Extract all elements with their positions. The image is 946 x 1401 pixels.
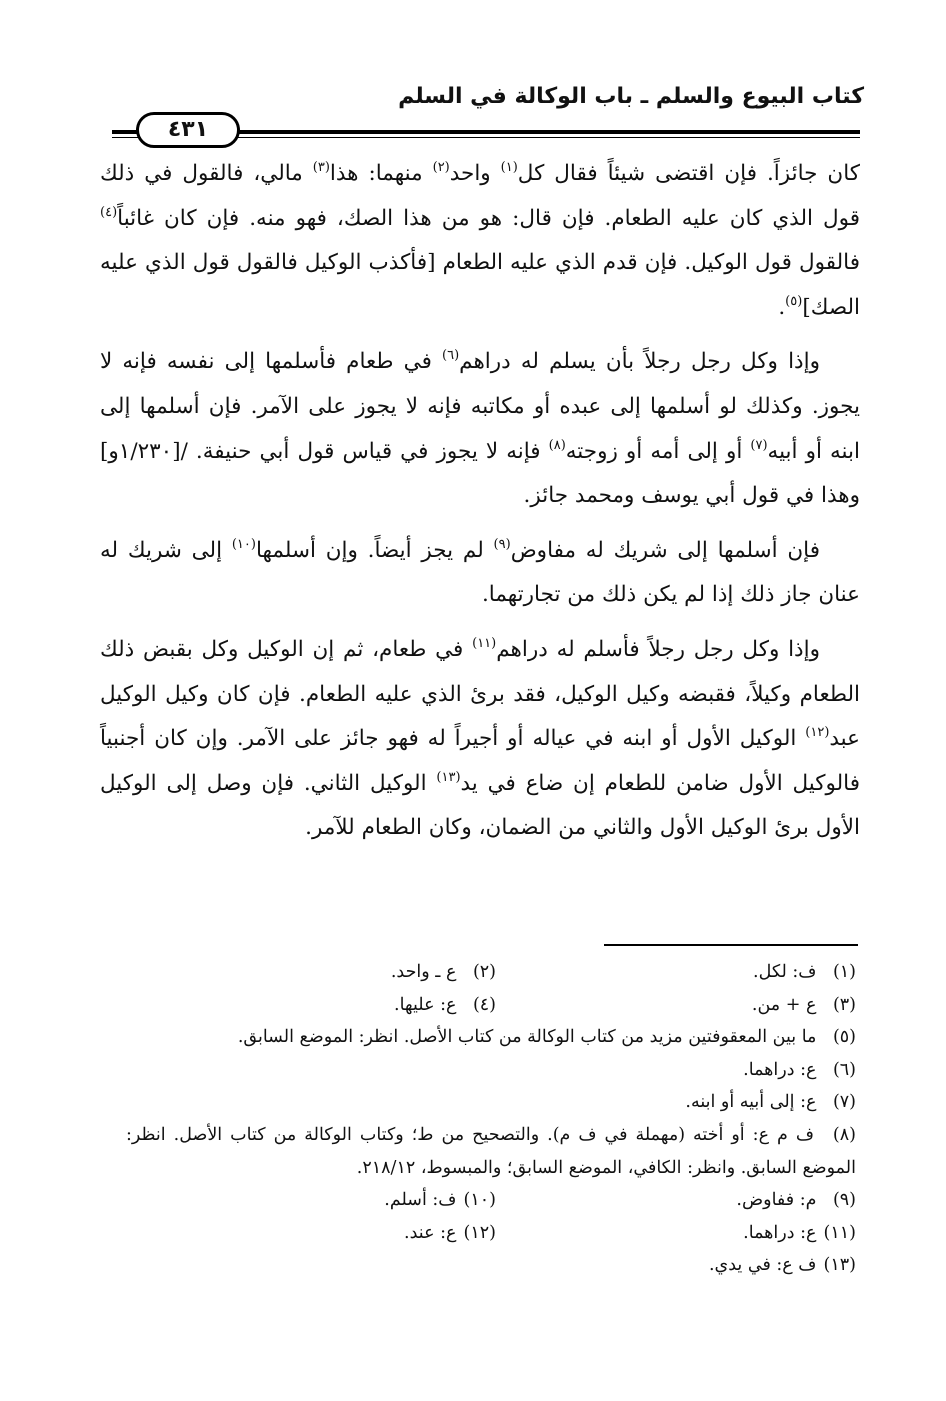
footnote-row <box>126 989 856 1022</box>
page-number-frame <box>136 112 240 148</box>
footnote-text: ع: عليها. <box>394 994 457 1015</box>
footnote-number: (١٢) <box>463 1222 496 1243</box>
footnote-ref[interactable]: (٤) <box>100 204 118 220</box>
footnote-ref[interactable]: (١٢) <box>805 725 830 741</box>
footnote-text: ع ـ واحد. <box>390 962 457 982</box>
footnote-number: (٥) <box>832 1027 856 1048</box>
footnote-text: ع + من. <box>751 994 817 1015</box>
footnote-ref[interactable]: (١١) <box>472 635 497 651</box>
footnote-ref[interactable]: (٩) <box>493 536 511 552</box>
text-run: واحد <box>449 161 501 186</box>
footnote-ref[interactable]: (١٠) <box>231 536 256 552</box>
footnote-2 <box>136 956 496 989</box>
footnote-10 <box>136 1184 496 1217</box>
footnote-separator <box>604 944 858 946</box>
running-title: كتاب البيوع والسلم ـ باب الوكالة في السلم <box>398 84 864 109</box>
footnote-8 <box>126 1119 856 1184</box>
footnote-number: (١٠) <box>463 1190 496 1211</box>
footnote-ref[interactable]: (٢) <box>432 160 450 175</box>
text-run: . <box>778 294 786 320</box>
footnote-4 <box>136 989 496 1022</box>
footnote-7 <box>126 1086 856 1119</box>
footnote-text: ما بين المعقوفتين مزيد من كتاب الوكالة من كتاب الأصل. انظر: الموضع السابق. <box>237 1027 817 1048</box>
paragraph-3 <box>100 529 860 618</box>
text-run: كان جائزاً. فإن اقتضى شيئاً فقال كل <box>517 161 860 186</box>
text-run: وإذا وكل رجل رجلاً بأن يسلم له دراهم <box>459 349 820 375</box>
paragraph-1 <box>100 152 860 330</box>
footnote-row <box>126 956 856 989</box>
text-run: فالقول قول الوكيل. فإن قدم الذي عليه الطعام [فأكذب الوكيل فالقول قول الذي عليه الصك] <box>100 250 860 320</box>
text-run: أو إلى أمه أو زوجته <box>565 438 751 464</box>
text-run: مالي، فالقول في ذلك قول الذي كان عليه الطعام. فإن قال: هو من هذا الصك، فهو منه. فإن كان غائباً <box>100 161 860 231</box>
footnote-3 <box>496 989 856 1022</box>
footnote-1 <box>496 956 856 989</box>
text-run: فإن أسلمها إلى شريك له مفاوض <box>510 537 820 563</box>
footnote-row <box>126 1184 856 1217</box>
footnote-number: (٩) <box>832 1190 856 1211</box>
footnote-text: م: ففاوض. <box>736 1190 817 1211</box>
footnote-ref[interactable]: (٦) <box>442 348 460 364</box>
text-run: في طعام، ثم إن الوكيل وكل بقبض ذلك الطعام وكيلاً، فقبضه وكيل الوكيل، فقد برئ الذي عليه الطعام. فإن كان وكيل الوكيل عبد <box>100 636 860 752</box>
footnote-text: ع: دراهما. <box>743 1222 817 1243</box>
text-run: الوكيل الأول أو ابنه في عياله أو أجيراً له فهو جائز على الآمر. وإن كان أجنبياً فالوكيل الأول ضامن للطعام إن ضاع في يد <box>100 726 860 796</box>
footnotes <box>126 956 856 1282</box>
text-run: وإذا وكل رجل رجلاً فأسلم له دراهم <box>496 636 820 662</box>
paragraph-2 <box>100 340 860 518</box>
footnote-6 <box>126 1054 856 1087</box>
footnote-number: (١١) <box>823 1222 856 1243</box>
footnote-ref[interactable]: (١) <box>500 160 518 175</box>
page-number: ٤٣١ <box>167 117 209 142</box>
paragraph-4 <box>100 628 860 851</box>
footnote-5 <box>126 1021 856 1054</box>
text-run: منهما: هذا <box>329 161 433 186</box>
footnote-number: (٧) <box>832 1092 856 1113</box>
footnote-13 <box>126 1249 856 1282</box>
footnote-text: ف م ع: أو أخته (مهملة في ف م). والتصحيح من ط؛ وكتاب الوكالة من كتاب الأصل. انظر: الموضع السابق. وانظر: الكافي، الموضع السابق؛ والمبسوط، ٢١٨/١٢. <box>126 1124 856 1178</box>
footnote-text: ف: لكل. <box>753 962 817 982</box>
text-run: لم يجز أيضاً. وإن أسلمها <box>255 537 494 563</box>
footnote-ref[interactable]: (٨) <box>548 437 566 453</box>
footnote-text: ع: دراهما. <box>743 1059 817 1080</box>
footnote-number: (٢) <box>472 962 496 982</box>
text-run: في طعام فأسلمها إلى نفسه فإنه لا يجوز. وكذلك لو أسلمها إلى عبده أو مكاتبه فإنه لا يجوز على الآمر. فإن أسلمها إلى ابنه أو أبيه <box>100 349 860 464</box>
footnote-number: (١) <box>832 962 856 982</box>
footnote-number: (٦) <box>832 1059 856 1080</box>
footnote-ref[interactable]: (١٣) <box>436 769 461 785</box>
text-run: الوكيل الثاني. فإن وصل إلى الوكيل الأول برئ الوكيل الأول والثاني من الضمان، وكان الطعام للآمر. <box>100 770 860 841</box>
footnote-11 <box>496 1217 856 1250</box>
body-text <box>100 152 860 861</box>
text-run: فإنه لا يجوز في قياس قول أبي حنيفة. /[١/٢٣٠و] وهذا في قول أبي يوسف ومحمد جائز. <box>100 438 860 509</box>
footnote-text: ع: عند. <box>404 1222 457 1243</box>
footnote-number: (٤) <box>472 994 496 1015</box>
text-run: إلى شريك له عنان جاز ذلك إذا لم يكن ذلك من تجارتهما. <box>100 537 860 608</box>
footnote-ref[interactable]: (٣) <box>312 160 330 175</box>
footnote-number: (١٣) <box>823 1255 856 1276</box>
footnote-number: (٨) <box>832 1124 856 1145</box>
footnote-text: ف ع: في يدي. <box>708 1255 817 1276</box>
footnote-ref[interactable]: (٧) <box>750 437 768 453</box>
footnote-ref[interactable]: (٥) <box>785 293 803 309</box>
footnote-number: (٣) <box>832 994 856 1015</box>
footnote-row <box>126 1217 856 1250</box>
footnote-text: ف: أسلم. <box>384 1190 457 1211</box>
footnote-12 <box>136 1217 496 1250</box>
footnote-9 <box>496 1184 856 1217</box>
footnote-text: ع: إلى أبيه أو ابنه. <box>685 1092 817 1113</box>
